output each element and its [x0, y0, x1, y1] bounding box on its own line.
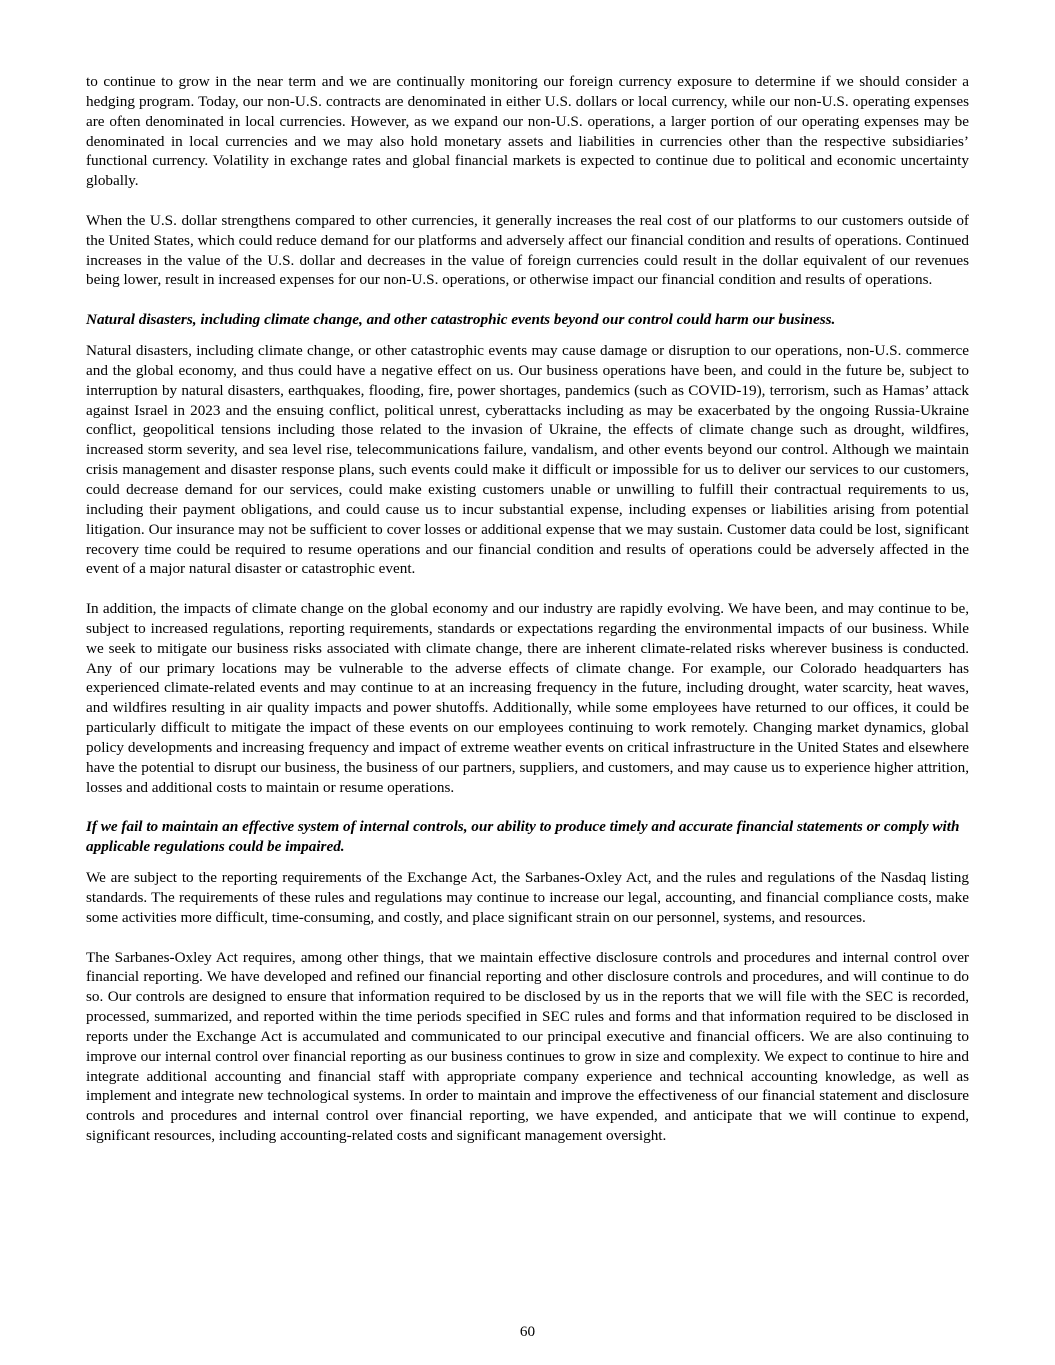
paragraph-us-dollar-strength: When the U.S. dollar strengthens compared to other currencies, it generally increases the real cost of our platforms to our customers outside of the United States, which could reduce demand for our platforms and adversely affect our financial condition and results of operations. Continued increases in the value of the U.S. dollar and decreases in the value of foreign currencies could result in the dollar equivalent of our revenues being lower, result in increased expenses for our non-U.S. operations, or otherwise impact our financial condition and results of operations.: [86, 211, 969, 289]
paragraph-foreign-currency: to continue to grow in the near term and we are continually monitoring our foreign currency exposure to determine if we should consider a hedging program. Today, our non-U.S. contracts are denominated in either U.S. dollars or local currency, while our non-U.S. operating expenses are often denominated in local currencies. However, as we expand our non-U.S. operations, a larger portion of our operating expenses may be denominated in local currencies and we may also hold monetary assets and liabilities in currencies other than the respective subsidiaries’ functional currency. Volatility in exchange rates and global financial markets is expected to continue due to political and economic uncertainty globally.: [86, 73, 969, 190]
heading-natural-disasters: Natural disasters, including climate change, and other catastrophic events beyond our control could harm our business.: [86, 311, 836, 329]
page-number: 60: [519, 1323, 536, 1340]
paragraph-reporting-requirements: We are subject to the reporting requirements of the Exchange Act, the Sarbanes-Oxley Act, and the rules and regulations of the Nasdaq listing standards. The requirements of these rules and regulations may continue to increase our legal, accounting, and financial compliance costs, make some activities more difficult, time-consuming, and costly, and place significant strain on our personnel, systems, and resources.: [86, 869, 969, 926]
paragraph-sarbanes-oxley: The Sarbanes-Oxley Act requires, among other things, that we maintain effective disclosure controls and procedures and internal control over financial reporting. We have developed and refined our financial reporting and other disclosure controls and procedures, and will continue to do so. Our controls are designed to ensure that information required to be disclosed by us in the reports that we will file with the SEC is recorded, processed, summarized, and reported within the time periods specified in SEC rules and forms and that information required to be disclosed in reports under the Exchange Act is accumulated and communicated to our principal executive and financial officers. We are also continuing to improve our internal control over financial reporting as our business continues to grow in size and complexity. We expect to continue to hire and integrate additional accounting and financial staff with appropriate company experience and technical accounting knowledge, as well as implement and integrate new technological systems. In order to maintain and improve the effectiveness of our financial statement and disclosure controls and procedures and internal control over financial reporting, we have expended, and anticipate that we will continue to expend, significant resources, including accounting-related costs and significant management oversight.: [86, 948, 969, 1145]
paragraph-climate-change: In addition, the impacts of climate change on the global economy and our industry are rapidly evolving. We have been, and may continue to be, subject to increased regulations, reporting requirements, standards or expectations regarding the environmental impacts of our business. While we seek to mitigate our business risks associated with climate change, there are inherent climate-related risks wherever business is conducted. Any of our primary locations may be vulnerable to the adverse effects of climate change. For example, our Colorado headquarters has experienced climate-related events and may continue to at an increasing frequency in the future, including drought, water scarcity, heat waves, and wildfires resulting in air quality impacts and power shutoffs. Additionally, while some employees have returned to our offices, it could be particularly difficult to mitigate the impact of these events on our employees continuing to work remotely. Changing market dynamics, global policy developments and increasing frequency and impact of extreme weather events on critical infrastructure in the United States and elsewhere have the potential to disrupt our business, the business of our partners, suppliers, and customers, and may cause us to experience higher attrition, losses and additional costs to maintain or resume operations.: [86, 600, 969, 796]
document-body: [86, 72, 969, 1146]
heading-internal-controls: If we fail to maintain an effective system of internal controls, our ability to produce timely and accurate financial statements or comply with applicable regulations could be impaired.: [86, 818, 960, 856]
paragraph-natural-disasters: Natural disasters, including climate change, or other catastrophic events may cause damage or disruption to our operations, non-U.S. commerce and the global economy, and thus could have a negative effect on us. Our business operations have been, and could in the future be, subject to interruption by natural disasters, earthquakes, flooding, fire, power shortages, pandemics (such as COVID-19), terrorism, such as Hamas’ attack against Israel in 2023 and the ensuing conflict, political unrest, cyberattacks including as may be exacerbated by the ongoing Russia-Ukraine conflict, geopolitical tensions including those related to the invasion of Ukraine, the effects of climate change such as drought, wildfires, increased storm severity, and sea level rise, telecommunications failure, vandalism, and other events beyond our control. Although we maintain crisis management and disaster response plans, such events could make it difficult or impossible for us to deliver our services to our customers, could decrease demand for our services, could make existing customers unable or unwilling to fulfill their contractual requirements to us, including their payment obligations, and could cause us to incur substantial expense, including expenses or liabilities arising from potential litigation. Our insurance may not be sufficient to cover losses or additional expense that we may sustain. Customer data could be lost, significant recovery time could be required to resume operations and our financial condition and results of operations could be adversely affected in the event of a major natural disaster or catastrophic event.: [86, 342, 969, 578]
